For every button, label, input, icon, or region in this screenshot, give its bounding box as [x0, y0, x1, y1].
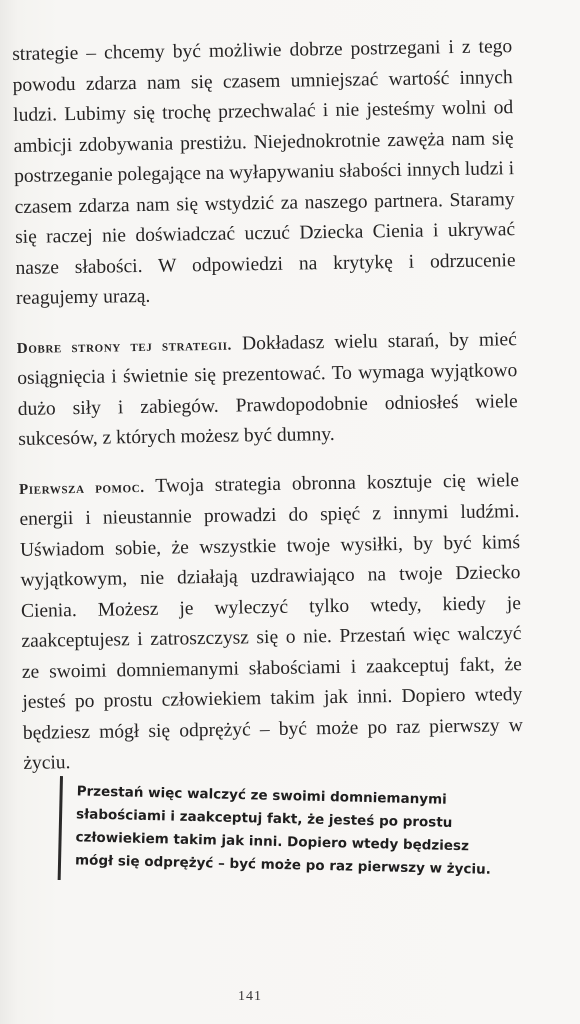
first-aid-heading: Pierwsza pomoc.	[18, 479, 145, 498]
strengths-heading: Dobre strony tej strategii.	[16, 337, 233, 357]
page-number: 141	[238, 989, 262, 1004]
pull-quote: Przestań więc walczyć ze swoimi domniemanymi słabościami i zaakceptuj fakt, że jesteś po prostu człowiekiem takim jak inni. Dopiero wtedy będziesz mógł się odprężyć – być może po raz pierwszy w życiu.	[58, 776, 497, 890]
paragraph-strengths	[17, 325, 519, 456]
body-text	[12, 32, 524, 779]
first-aid-text: Twoja strategia obronna kosztuje cię wiele energii i nieustannie prowadzi do spięć z innymi ludźmi. Uświadom sobie, że wszystkie twoje wysiłki, by być kimś wyjątkowym, nie działają uzdrawiająco na twoje Dziecko Cienia. Możesz je wyleczyć tylko wtedy, kiedy je zaakceptujesz i zatroszczysz się o nie. Przestań więc walczyć ze swoimi domniemanymi słabościami i zaakceptuj fakt, że jesteś po prostu człowiekiem takim jak inni. Dopiero wtedy będziesz mógł się odprężyć – być może po raz pierwszy w życiu.	[19, 469, 523, 774]
paragraph-strategy: strategie – chcemy być możliwie dobrze postrzegani i z tego powodu zdarza nam się czasem umniejszać wartość innych ludzi. Lubimy się trochę przechwalać i nie jesteśmy wolni od ambicji zdobywania prestiżu. Niejednokrotnie zawęża nam się postrzeganie polegające na wyłapywaniu słabości innych ludzi i czasem zdarza nam się wstydzić za naszego partnera. Staramy się raczej nie doświadczać uczuć Dziecka Cienia i ukrywać nasze słabości. W odpowiedzi na krytykę i odrzucenie reagujemy urazą.	[12, 36, 516, 309]
strengths-text: Dokładasz wielu starań, by mieć osiągnięcia i świetnie się prezentować. To wymaga wyjątkowo dużo siły i zabiegów. Prawdopodobnie odniosłeś wiele sukcesów, z których możesz być dumny.	[17, 328, 518, 450]
paragraph-first-aid	[19, 466, 524, 780]
